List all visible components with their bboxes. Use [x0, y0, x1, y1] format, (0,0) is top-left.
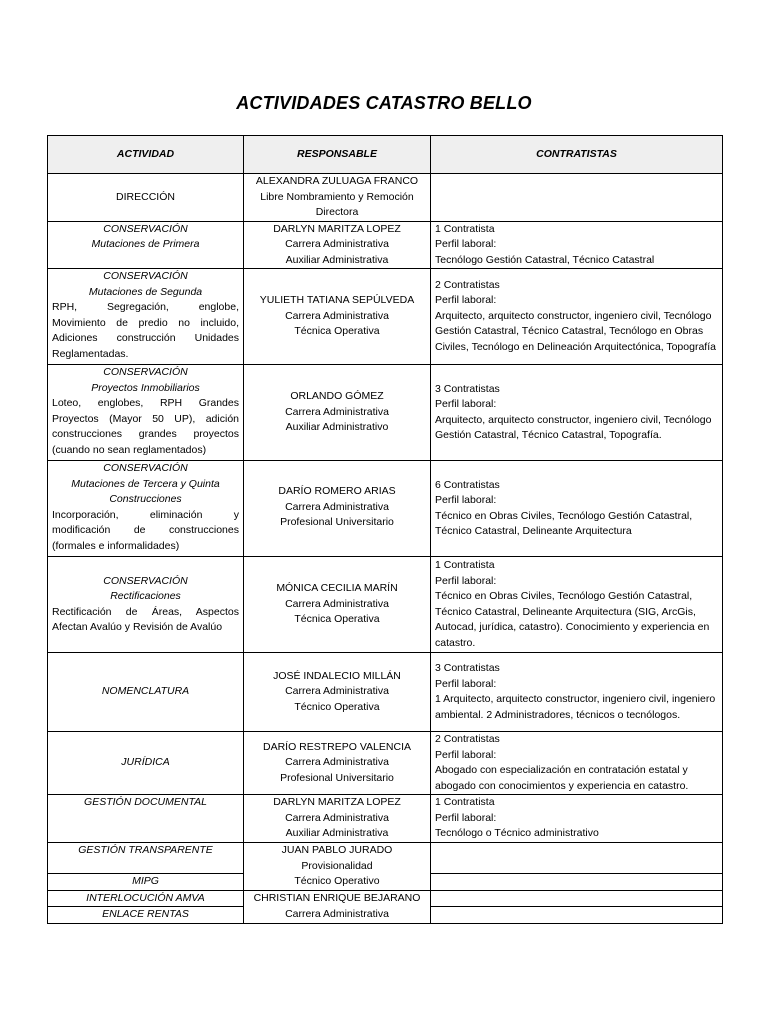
table-row [48, 795, 723, 843]
contractors-cell [431, 557, 723, 653]
responsible-cell [244, 843, 431, 891]
table-row [48, 653, 723, 732]
activity-name: NOMENCLATURA [101, 685, 190, 698]
activity-subname: Rectificaciones [110, 590, 181, 602]
contractors-cell [431, 874, 723, 891]
profile-text: Técnico en Obras Civiles, Tecnólogo Gestión Catastral, Técnico Catastral, Delineante Arquitectura (SIG, ArcGis, Autocad, jurídica, catastro). Conocimiento y experiencia en catastro. [435, 590, 710, 649]
responsible-contract: Carrera Administrativa [285, 309, 389, 322]
responsible-role: Técnico Operativo [294, 875, 380, 887]
profile-text: Arquitecto, arquitecto constructor, ingeniero civil, Tecnólogo Gestión Catastral, Técnico Catastral, Topografía. [435, 413, 712, 441]
activity-name: INTERLOCUCIÓN AMVA [86, 891, 205, 904]
profile-text: 1 Arquitecto, arquitecto constructor, ingeniero civil, ingeniero ambiental. 2 Administradores, técnicos o tecnólogos. [435, 693, 716, 721]
responsible-cell [244, 795, 431, 843]
activity-name: GESTIÓN DOCUMENTAL [84, 796, 207, 808]
activity-cell [48, 557, 244, 653]
responsible-name: DARÍO RESTREPO VALENCIA [262, 740, 411, 753]
responsible-cell [244, 269, 431, 365]
activity-cell [48, 174, 244, 222]
contractors-cell [431, 795, 723, 843]
header-responsable: RESPONSABLE [244, 136, 431, 174]
activity-cell [48, 907, 244, 924]
profile-text: Arquitecto, arquitecto constructor, ingeniero civil, Tecnólogo Gestión Catastral, Técnico Catastral, Tecnólogo en Obras Civiles, Tecnólogo en Delineación Arquitectónica, Topografía [435, 309, 716, 353]
document-title: ACTIVIDADES CATASTRO BELLO [236, 93, 532, 113]
responsible-role: Profesional Universitario [280, 771, 394, 784]
contractors-count: 1 Contratista [435, 559, 495, 571]
activities-table [47, 135, 723, 924]
profile-label: Perfil laboral: [435, 748, 497, 761]
responsible-contract: Carrera Administrativa [285, 756, 389, 769]
activity-name: CONSERVACIÓN [103, 462, 188, 474]
activity-cell [48, 795, 244, 843]
responsible-contract: Carrera Administrativa [285, 907, 389, 920]
responsible-name: DARLYN MARITZA LOPEZ [273, 796, 401, 809]
table-row [48, 174, 723, 222]
contractors-count: 3 Contratistas [435, 662, 500, 674]
table-row [48, 843, 723, 874]
responsible-role: Libre Nombramiento y Remoción Directora [260, 190, 414, 218]
activity-cell [48, 461, 244, 557]
table-row [48, 461, 723, 557]
contractors-count: 2 Contratistas [435, 733, 500, 745]
profile-text: Tecnólogo o Técnico administrativo [435, 827, 599, 840]
profile-label: Perfil laboral: [435, 294, 497, 307]
table-header-row [48, 136, 723, 174]
table-row [48, 890, 723, 907]
responsible-role: Técnica Operativa [294, 325, 380, 338]
activity-cell [48, 221, 244, 269]
activity-name: CONSERVACIÓN [103, 222, 188, 235]
responsible-name: YULIETH TATIANA SEPÚLVEDA [259, 294, 415, 307]
table-row [48, 221, 723, 269]
responsible-contract: Provisionalidad [301, 859, 373, 872]
responsible-role: Técnica Operativa [294, 613, 380, 626]
contractors-count: 3 Contratistas [435, 382, 500, 395]
profile-label: Perfil laboral: [435, 398, 497, 410]
profile-text: Abogado con especialización en contratación estatal y abogado con conocimientos y experiencia en catastro. [435, 764, 689, 792]
profile-label: Perfil laboral: [435, 677, 497, 690]
profile-text: Tecnólogo Gestión Catastral, Técnico Catastral [435, 253, 655, 266]
responsible-role: Profesional Universitario [280, 516, 394, 528]
profile-text: Técnico en Obras Civiles, Tecnólogo Gestión Catastral, Técnico Catastral, Delineante Arquitectura [435, 509, 693, 537]
responsible-cell [244, 365, 431, 461]
activity-cell [48, 365, 244, 461]
responsible-name: JOSÉ INDALECIO MILLÁN [273, 669, 401, 682]
activity-description: Loteo, englobes, RPH Grandes Proyectos (Mayor 50 UP), adición construcciones grandes proyectos (cuando no sean reglamentados) [52, 397, 239, 456]
contractors-cell [431, 890, 723, 907]
activity-subname: Proyectos Inmobiliarios [91, 381, 200, 394]
activity-cell [48, 843, 244, 874]
table-row [48, 732, 723, 795]
activity-name: MIPG [132, 875, 159, 887]
responsible-role: Auxiliar Administrativo [285, 421, 389, 434]
contractors-count: 1 Contratista [435, 222, 495, 235]
responsible-name: JUAN PABLO JURADO [281, 844, 393, 856]
activity-subname: Mutaciones de Segunda [88, 285, 203, 298]
responsible-cell [244, 221, 431, 269]
responsible-contract: Carrera Administrativa [285, 597, 389, 610]
responsible-role: Técnico Operativa [294, 700, 380, 713]
responsible-cell [244, 557, 431, 653]
activity-name: CONSERVACIÓN [103, 270, 188, 282]
table-row [48, 365, 723, 461]
responsible-name: ALEXANDRA ZULUAGA FRANCO [255, 175, 419, 187]
contractors-cell [431, 843, 723, 874]
contractors-count: 2 Contratistas [435, 278, 500, 291]
profile-label: Perfil laboral: [435, 811, 497, 824]
activity-cell [48, 890, 244, 907]
contractors-cell [431, 653, 723, 732]
activity-name: CONSERVACIÓN [103, 574, 188, 587]
activity-name: ENLACE RENTAS [102, 908, 189, 920]
responsible-cell [244, 461, 431, 557]
contractors-cell [431, 732, 723, 795]
profile-label: Perfil laboral: [435, 574, 497, 587]
responsible-cell [244, 174, 431, 222]
activity-name: GESTIÓN TRANSPARENTE [78, 844, 213, 856]
contractors-cell [431, 461, 723, 557]
activity-name: DIRECCIÓN [116, 190, 175, 203]
activity-subname: Mutaciones de Tercera y Quinta [71, 477, 220, 490]
responsible-name: MÓNICA CECILIA MARÍN [276, 582, 398, 595]
contractors-cell [431, 174, 723, 222]
activity-cell [48, 874, 244, 891]
responsible-cell [244, 653, 431, 732]
activity-description: Rectificación de Áreas, Aspectos Afectan Avalúo y Revisión de Avalúo [52, 605, 239, 633]
responsible-role: Auxiliar Administrativa [285, 827, 389, 840]
activity-cell [48, 269, 244, 365]
contractors-cell [431, 221, 723, 269]
responsible-name: CHRISTIAN ENRIQUE BEJARANO [253, 892, 421, 904]
activity-description: Incorporación, eliminación y modificación de construcciones (formales e informalidades) [52, 508, 239, 552]
activity-cell [48, 732, 244, 795]
profile-label: Perfil laboral: [435, 238, 497, 250]
table-row [48, 557, 723, 653]
profile-label: Perfil laboral: [435, 494, 497, 506]
activity-description: RPH, Segregación, englobe, Movimiento de predio no incluido, Adiciones construcción Unidades Reglamentadas. [52, 301, 239, 360]
contractors-count: 1 Contratista [435, 796, 495, 809]
responsible-contract: Carrera Administrativa [285, 405, 389, 418]
responsible-contract: Carrera Administrativa [285, 811, 389, 824]
responsible-cell [244, 890, 431, 923]
responsible-cell [244, 732, 431, 795]
activity-name: CONSERVACIÓN [103, 366, 188, 378]
responsible-role: Auxiliar Administrativa [285, 253, 389, 266]
contractors-cell [431, 269, 723, 365]
activity-subname: Mutaciones de Primera [91, 238, 200, 250]
responsible-contract: Carrera Administrativa [285, 685, 389, 698]
table-row [48, 269, 723, 365]
contractors-count: 6 Contratistas [435, 478, 500, 491]
activity-cell [48, 653, 244, 732]
responsible-contract: Carrera Administrativa [285, 500, 389, 513]
activity-name: JURÍDICA [121, 756, 170, 769]
header-contratistas: CONTRATISTAS [431, 136, 723, 174]
responsible-name: DARÍO ROMERO ARIAS [278, 485, 396, 497]
activity-subname-2: Construcciones [109, 493, 182, 505]
contractors-cell [431, 907, 723, 924]
header-actividad: ACTIVIDAD [48, 136, 244, 174]
responsible-contract: Carrera Administrativa [285, 238, 389, 250]
contractors-cell [431, 365, 723, 461]
responsible-name: ORLANDO GÓMEZ [290, 390, 384, 403]
responsible-name: DARLYN MARITZA LOPEZ [273, 222, 401, 235]
